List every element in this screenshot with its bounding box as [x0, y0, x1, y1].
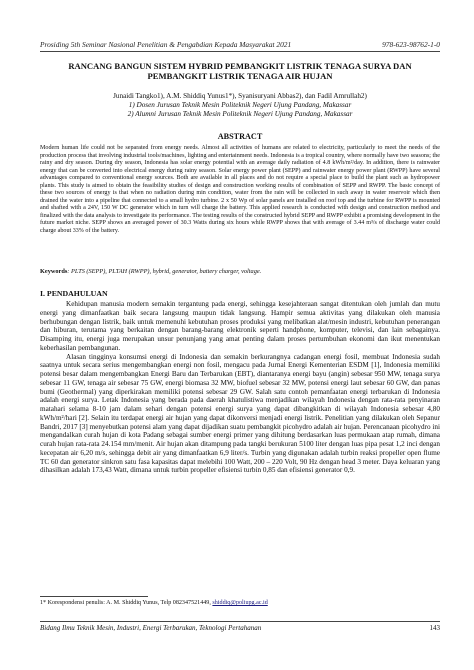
- title-line-2: PEMBANGKIT LISTRIK TENAGA AIR HUJAN: [147, 71, 333, 81]
- paragraph: Alasan tingginya konsumsi energi di Indonesia dan semakin berkurangnya cadangan energi fosil, membuat Indonesia sudah saatnya untuk secara serius mengembangkan energi non fosil, mengacu pada Jurnal Energi Kementerian ESDM [1], Indonesia memiliki potensi besar dalam mengembangkan Energi Baru dan Terbarukan (EBT), diantaranya energi bayu (angin) sebesar 950 MW, tenaga surya sebesar 11 GW, tenaga air sebesar 75 GW, energi biomasa 32 MW, biofuel sebesar 32 MW, potensi energi laut sebesar 60 GW, dan panas bumi (Geothermal) yang diperkirakan memiliki potensi sebesar 29 GW. Salah satu contoh pemanfaatan energi terbarukan di Indonesia adalah energi surya. Letak Indonesia yang berada pada daerah khatulistiwa menjadikan wilayah Indonesia dengan rata-rata penyinaran matahari selama 8-10 jam dalam sehari dengan potensi energi surya yang dapat dibangkitkan di wilayah Indonesia sebesar 4,80 kWh/m²/hari [2]. Selain itu terdapat energi air hujan yang dapat dikonversi menjadi energi listrik. Penelitian yang dilakukan oleh Sepanur Bandri, 2017 [3] menyebutkan potensi alam yang dapat dijadikan suatu pembangkit picohydro adalah air hujan. Perencanaan picohydro ini mengandalkan curah hujan di kota Padang sebagai sumber energi primer yang dihitung berdasarkan luas permukaan atap rumah, dimana curah hujan rata-rata 24.154 mm/menit. Air hujan akan ditampung pada tangki berukuran 5100 liter dengan luas pipa pesat 1,2 inci dengan kecepatan air 6,20 m/s, sehingga debit air yang dimanfaatkan 6,9 liter/s. Turbin yang digunakan adalah turbin reaksi propeller open flume TC 60 dan generator sinkron satu fasa kapasitas dapat melebihi 100 Watt, 200 – 220 Volt, 90 Hz dengan head 3 meter. Daya keluaran yang dihasilkan adalah 173,43 Watt, dimana untuk turbin propeller efisiensi turbin 0,85 dan efisiensi generator 0,9.: [40, 352, 440, 475]
- affiliation-1: 1) Dosen Jurusan Teknik Mesin Politeknik Negeri Ujung Pandang, Makassar: [128, 100, 352, 109]
- author-block: [40, 92, 440, 118]
- page-number: 143: [429, 624, 440, 632]
- paper-title: [40, 61, 440, 81]
- abstract-heading: ABSTRACT: [217, 132, 263, 141]
- running-header: [40, 40, 440, 49]
- footer-left: Bidang Ilmu Teknik Mesin, Industri, Energi Terbarukan, Teknologi Pertahanan: [40, 624, 262, 632]
- keywords-label: Keywords: [40, 268, 68, 275]
- footer-rule: [40, 621, 440, 622]
- keywords: [40, 268, 440, 276]
- header-left: Prosiding 5th Seminar Nasional Penelitian & Pengabdian Kepada Masyarakat 2021: [40, 40, 292, 49]
- abstract-text: Modern human life could not be separated from energy needs. Almost all activities of humans are related to electricity, particularly to meet the needs of the production process that involving industrial tools/machines, lighting and entertainment needs. Indonesia is a tropical country, where normally have two seasons; the rainy and dry season. During dry season, Indonesia has solar energy potential with an average daily radiation of 4.8 kWh/m²/day. In addition, there is rainwater energy that can be converted into electrical energy during rainy season. Solar energy power plant (SEPP) and rainwater energy power plant (RWPP) have several advantages compared to conventional energy sources. Both are available in all places and do not require a special place to build the plant such as hydropower plants. This study is aimed to obtain the feasibility studies of design and construction working results of combination of SEPP and RWPP. The basic concept of these two sources of energy is that when no radiation during min condition, water from the rain will be collected in such away in water reservoir which then drained the water into a pipeline that connected to a small hydro turbine. 2 x 50 Wp of solar panels are installed on roof top and the turbine for RWPP is mounted and shafted with a 24V, 150 W DC generator which in turn will charge the battery. This applied research is conducted with design and construction method and finalized with the data analysis to investigate its performance. The testing results of the constructed hybrid SEPP and RWPP exhibit a promising development in the future market niche. SEPP shows an averaged power of 30.3 Watts during six hours while RWPP shows that with average of 3.44 m³/s of discharge water could charge about 33% of the battery.: [40, 145, 440, 234]
- title-line-1: RANCANG BANGUN SISTEM HYBRID PEMBANGKIT LISTRIK TENAGA SURYA DAN: [68, 61, 412, 71]
- paragraph: Kehidupan manusia modern semakin tergantung pada energi, sehingga kesejahteraan sangat ditentukan oleh jumlah dan mutu energi yang dimanfaatkan baik secara langsung maupun tidak langsung. Hampir semua aktivitas yang dilakukan oleh manusia berhubungan dengan listrik, baik untuk memenuhi kebutuhan proses produksi yang melibatkan alat/mesin industri, kebutuhan penerangan dan hiburan, terutama yang berkaitan dengan barang-barang elektronik seperti handphone, komputer, televisi, dan lain sebagainya. Disamping itu, energi juga merupakan unsur penunjang yang amat penting dalam proses pertumbuhan ekonomi dan ikut menentukan keberhasilan pembangunan.: [40, 300, 440, 352]
- body-text: [40, 300, 440, 475]
- header-isbn: 978-623-98762-1-0: [382, 40, 440, 49]
- footnote-email-link[interactable]: shiddiq@poliupg.ac.id: [212, 600, 268, 606]
- author-names: Junaidi Tangko1), A.M. Shiddiq Yunus1*), Syanisuryani Abbas2), dan Fadil Amrullah2): [113, 92, 367, 100]
- affiliation-2: 2) Alumni Jurusan Teknik Mesin Politeknik Negeri Ujung Pandang, Makassar: [127, 109, 353, 118]
- footnote: [40, 600, 440, 606]
- section-heading: I. PENDAHULUAN: [40, 289, 108, 298]
- footnote-rule: [40, 596, 148, 597]
- header-rule: [40, 51, 440, 52]
- keywords-text: : PLTS (SEPP), PLTAH (RWPP), hybrid, generator, battery charger, voltage.: [67, 268, 262, 275]
- footnote-text: 1* Korespondensi penulis: A. M. Shiddiq Yunus, Telp 082347521449,: [40, 600, 213, 606]
- running-footer: [40, 624, 440, 632]
